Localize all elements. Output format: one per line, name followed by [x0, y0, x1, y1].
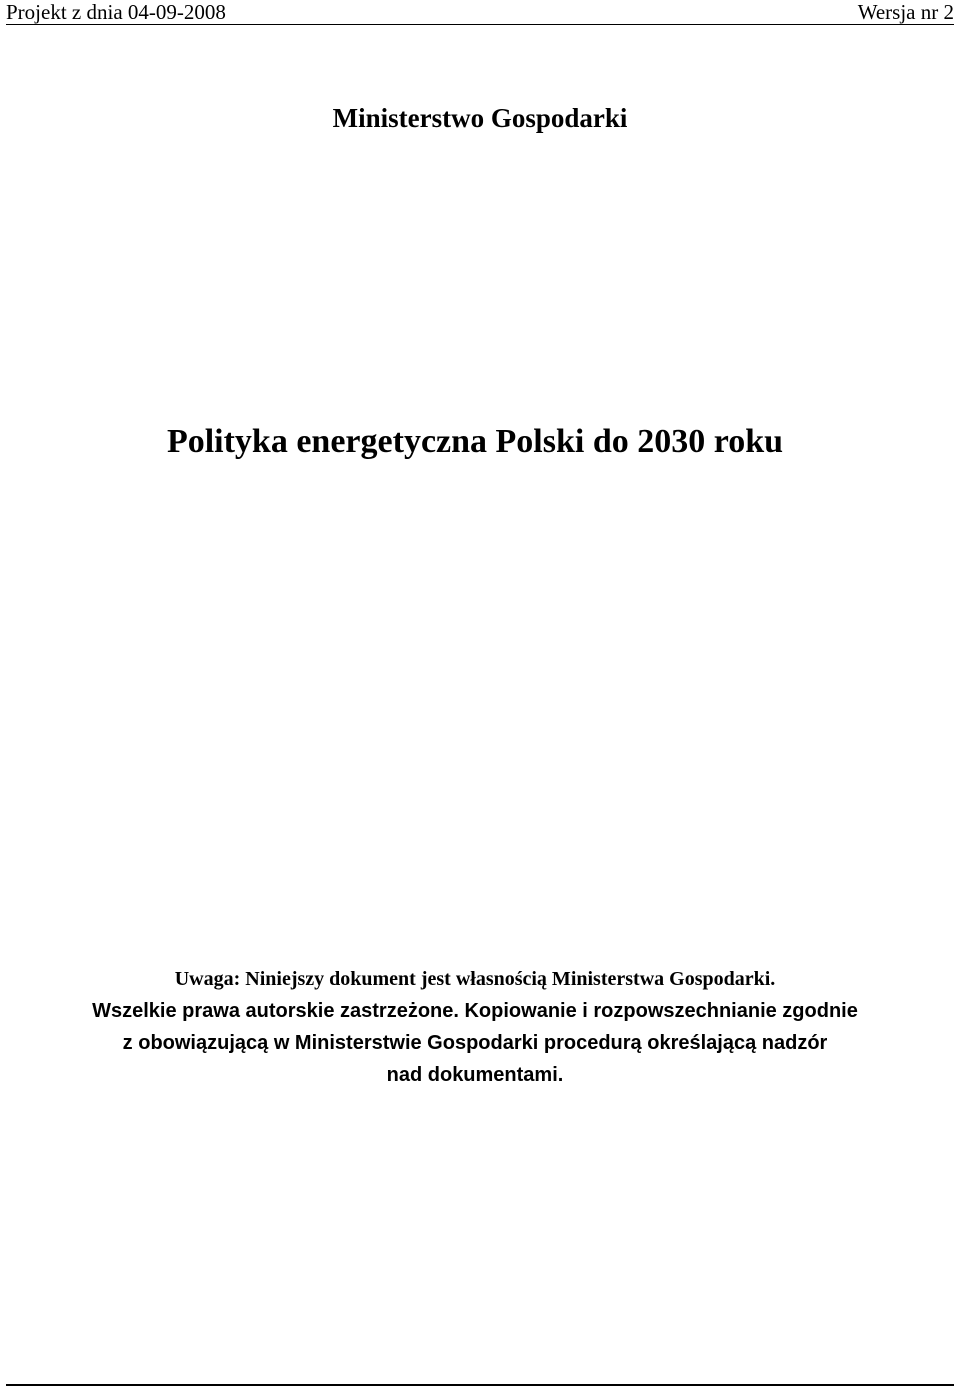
notice-line-4: nad dokumentami.: [386, 1064, 564, 1086]
notice-line-3: z obowiązującą w Ministerstwie Gospodarki procedurą określającą nadzór: [122, 1032, 828, 1054]
header-project-date: Projekt z dnia 04-09-2008: [6, 0, 226, 24]
document-title: Polityka energetyczna Polski do 2030 roku: [166, 423, 784, 460]
ministry-name: Ministerstwo Gospodarki: [332, 103, 628, 133]
header-version: Wersja nr 2: [857, 0, 954, 24]
notice-line-2: Wszelkie prawa autorskie zastrzeżone. Kopiowanie i rozpowszechnianie zgodnie: [92, 1000, 858, 1022]
notice-line-1: Uwaga: Niniejszy dokument jest własnością Ministerstwa Gospodarki.: [174, 968, 776, 990]
footer-divider: [6, 1384, 954, 1386]
copyright-notice: [40, 963, 910, 1091]
page-header: [6, 0, 954, 25]
